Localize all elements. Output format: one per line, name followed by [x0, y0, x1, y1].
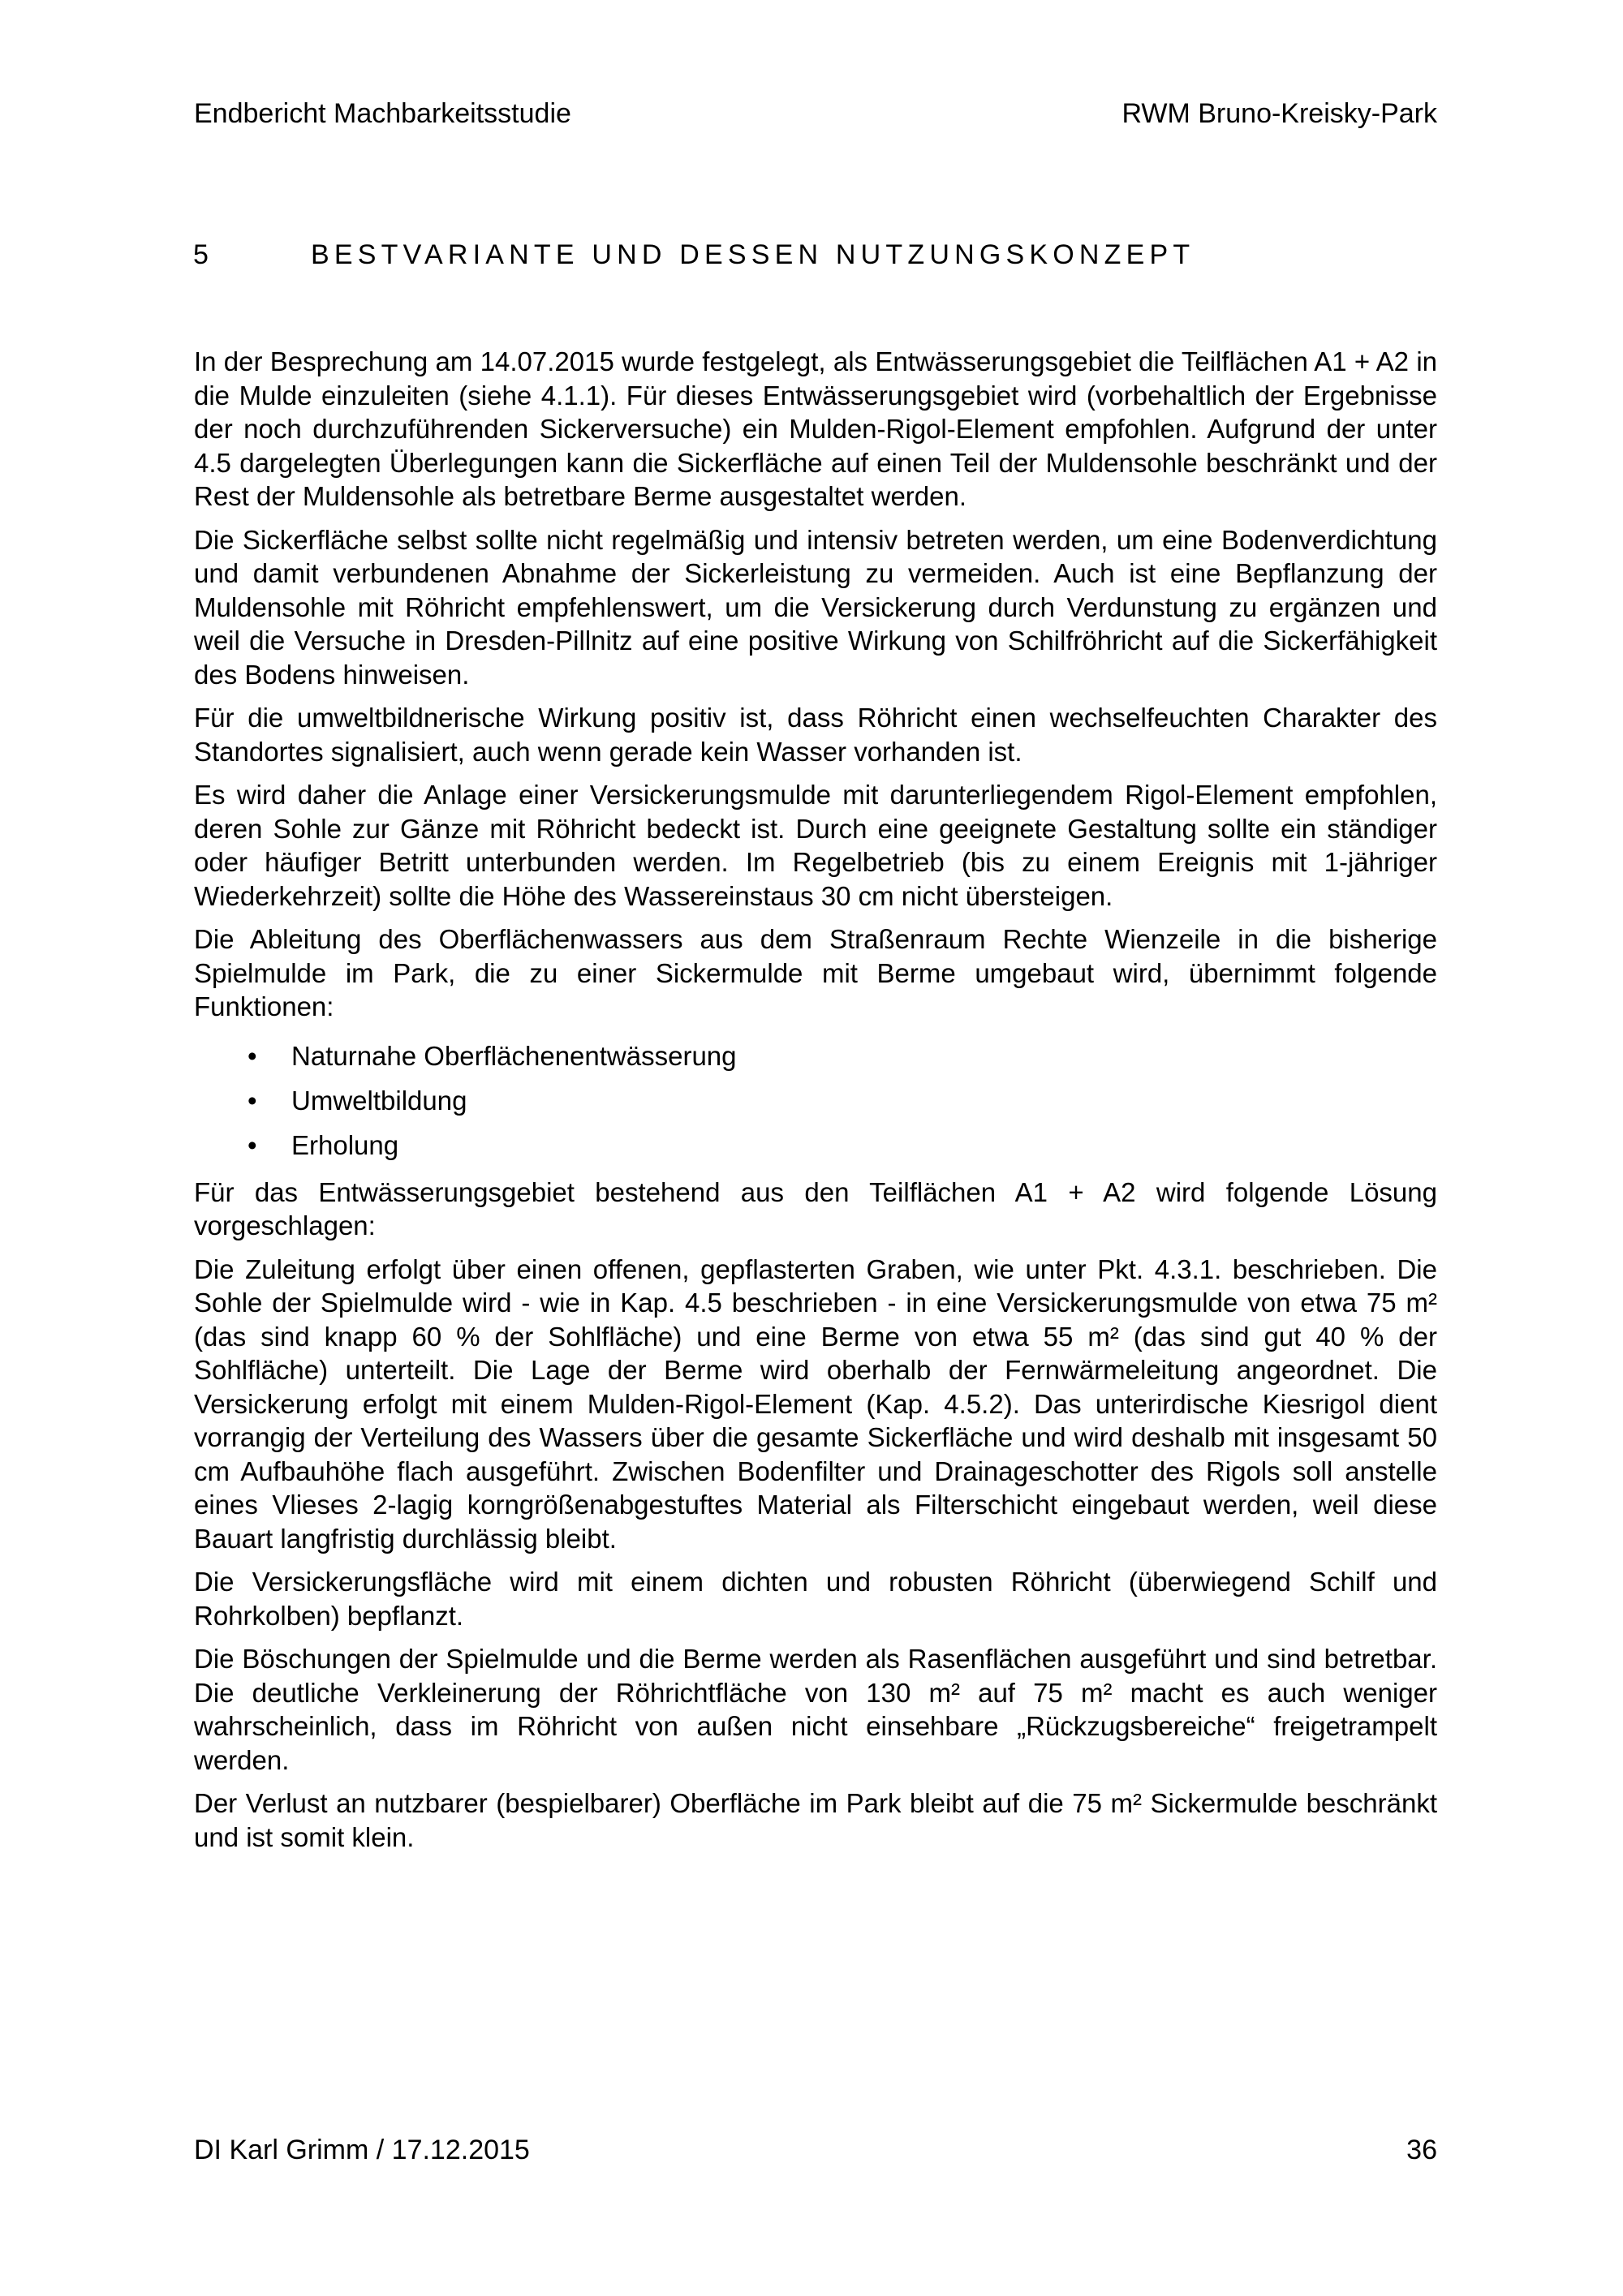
- paragraph: Die Ableitung des Oberflächenwassers aus dem Straßenraum Rechte Wienzeile in die bisherige Spielmulde im Park, die zu einer Sickermulde mit Berme umgebaut wird, übernimmt folgende Funktionen:: [194, 924, 1437, 1021]
- list-item: [194, 1123, 1437, 1167]
- paragraph: In der Besprechung am 14.07.2015 wurde festgelegt, als Entwässerungsgebiet die Teilflächen A1 + A2 in die Mulde einzuleiten (siehe 4.1.1). Für dieses Entwässerungsgebiet wird (vorbehaltlich der Ergebnisse der noch durchzuführenden Sickerversuche) ein Mulden-Rigol-Element empfohlen. Aufgrund der unter 4.5 dargelegten Überlegungen kann die Sickerfläche auf einen Teil der Muldensohle beschränkt und der Rest der Muldensohle als betretbare Berme ausgestaltet werden.: [194, 346, 1437, 511]
- bullet-icon: •: [248, 1085, 257, 1116]
- header-document-title: Endbericht Machbarkeitsstudie: [194, 98, 571, 129]
- paragraph: Der Verlust an nutzbarer (bespielbarer) Oberfläche im Park bleibt auf die 75 m² Sickermulde beschränkt und ist somit klein.: [194, 1788, 1437, 1852]
- list-item: [194, 1078, 1437, 1123]
- paragraph: Die Sickerfläche selbst sollte nicht regelmäßig und intensiv betreten werden, um eine Bodenverdichtung und damit verbundenen Abnahme der Sickerleistung zu vermeiden. Auch ist eine Bepflanzung der Muldensohle mit Röhricht empfehlenswert, um die Versickerung durch Verdunstung zu ergänzen und weil die Versuche in Dresden-Pillnitz auf eine positive Wirkung von Schilfröhricht auf die Sickerfähigkeit des Bodens hinweisen.: [194, 524, 1437, 690]
- paragraph: Die Böschungen der Spielmulde und die Berme werden als Rasenflächen ausgeführt und sind betretbar. Die deutliche Verkleinerung der Röhrichtfläche von 130 m² auf 75 m² macht es auch weniger wahrscheinlich, dass im Röhricht von außen nicht einsehbare „Rückzugsbereiche“ freigetrampelt werden.: [194, 1644, 1437, 1775]
- paragraph: Es wird daher die Anlage einer Versickerungsmulde mit darunterliegendem Rigol-Element empfohlen, deren Sohle zur Gänze mit Röhricht bedeckt ist. Durch eine geeignete Gestaltung sollte ein ständiger oder häufiger Betritt unterbunden werden. Im Regelbetrieb (bis zu einem Ereignis mit 1-jähriger Wiederkehrzeit) sollte die Höhe des Wassereinstaus 30 cm nicht übersteigen.: [194, 780, 1437, 911]
- paragraph: Die Versickerungsfläche wird mit einem dichten und robusten Röhricht (überwiegend Schilf und Rohrkolben) bepflanzt.: [194, 1567, 1437, 1631]
- page-header: [194, 96, 1437, 131]
- page-number: 36: [1406, 2135, 1437, 2165]
- bullet-icon: •: [248, 1129, 257, 1160]
- list-item-text: Umweltbildung: [291, 1085, 467, 1116]
- header-project-name: RWM Bruno-Kreisky-Park: [1121, 98, 1437, 129]
- footer-author-date: DI Karl Grimm / 17.12.2015: [194, 2135, 530, 2165]
- paragraph: Die Zuleitung erfolgt über einen offenen, gepflasterten Graben, wie unter Pkt. 4.3.1. beschrieben. Die Sohle der Spielmulde wird - wie in Kap. 4.5 beschrieben - in eine Versickerungsmulde von etwa 75 m² (das sind knapp 60 % der Sohlfläche) und eine Berme von etwa 55 m² (das sind gut 40 % der Sohlfläche) unterteilt. Die Lage der Berme wird oberhalb der Fernwärmeleitung angeordnet. Die Versickerung erfolgt mit einem Mulden-Rigol-Element (Kap. 4.5.2). Das unterirdische Kiesrigol dient vorrangig der Verteilung des Wassers über die gesamte Sickerfläche und wird deshalb mit insgesamt 50 cm Aufbauhöhe flach ausgeführt. Zwischen Bodenfilter und Drainageschotter des Rigols soll anstelle eines Vlieses 2-lagig korngrößenabgestuftes Material als Filterschicht eingebaut werden, weil diese Bauart langfristig durchlässig bleibt.: [194, 1253, 1437, 1554]
- body-text: [194, 345, 1437, 1864]
- paragraph: Für das Entwässerungsgebiet bestehend aus den Teilflächen A1 + A2 wird folgende Lösung vorgeschlagen:: [194, 1176, 1437, 1240]
- bullet-icon: •: [248, 1040, 257, 1071]
- section-title: BESTVARIANTE UND DESSEN NUTZUNGSKONZEPT: [311, 239, 1195, 270]
- section-number: 5: [193, 239, 209, 270]
- functions-list: [194, 1034, 1437, 1167]
- list-item-text: Erholung: [291, 1129, 399, 1160]
- section-heading: [193, 237, 1195, 273]
- list-item: [194, 1034, 1437, 1078]
- list-item-text: Naturnahe Oberflächenentwässerung: [291, 1040, 737, 1071]
- page-footer: [194, 2132, 1437, 2168]
- paragraph: Für die umweltbildnerische Wirkung positiv ist, dass Röhricht einen wechselfeuchten Charakter des Standortes signalisiert, auch wenn gerade kein Wasser vorhanden ist.: [194, 703, 1437, 767]
